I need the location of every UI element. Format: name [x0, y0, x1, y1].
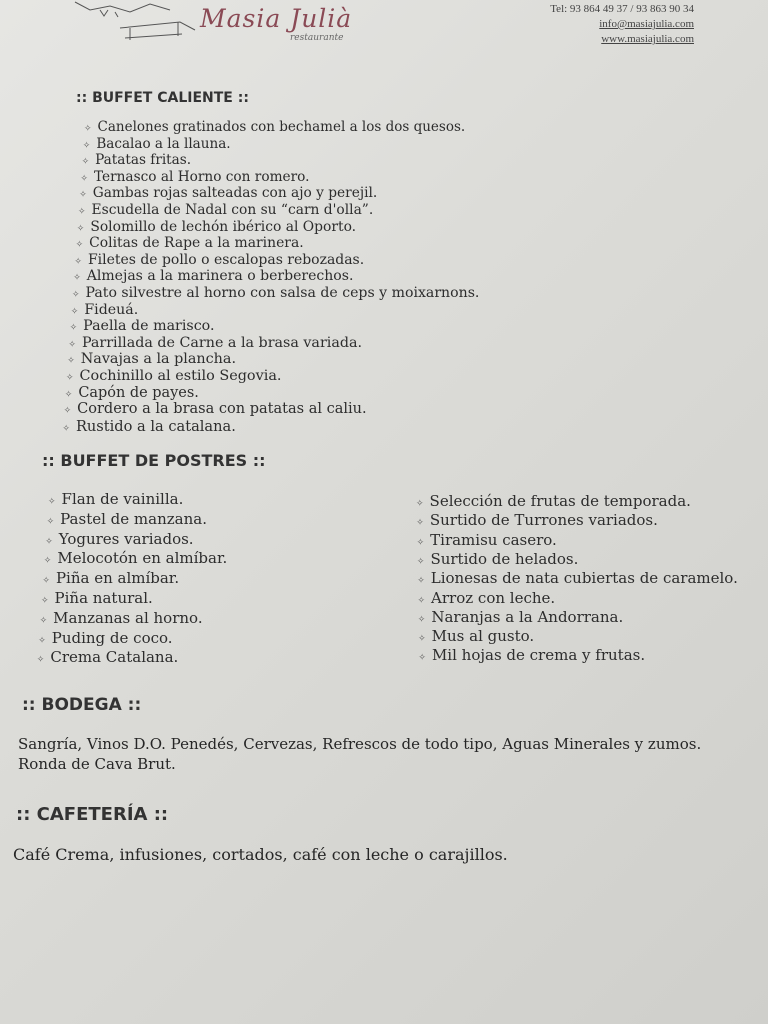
- bullet-icon: ✧: [75, 240, 84, 251]
- bullet-icon: ✧: [62, 423, 70, 434]
- section-title-cafeteria: :: CAFETERÍA ::: [16, 804, 169, 825]
- menu-item-label: Crema Catalana.: [50, 648, 179, 667]
- bullet-icon: ✧: [417, 576, 425, 587]
- menu-item-label: Cordero a la brasa con patatas al caliu.: [77, 401, 367, 418]
- menu-item: [37, 648, 179, 666]
- bullet-icon: ✧: [42, 576, 50, 587]
- menu-item-label: Naranjas a la Andorrana.: [431, 607, 624, 626]
- menu-item-label: Capón de payes.: [78, 384, 199, 401]
- menu-item: [418, 608, 623, 626]
- menu-item: [83, 136, 231, 152]
- menu-item: [79, 185, 377, 201]
- menu-item: [418, 646, 645, 664]
- menu-item: [38, 629, 172, 647]
- bullet-icon: ✧: [79, 190, 87, 201]
- bullet-icon: ✧: [46, 516, 55, 527]
- menu-item: [76, 235, 304, 251]
- bullet-icon: ✧: [416, 537, 425, 548]
- menu-item: [64, 401, 367, 417]
- bullet-icon: ✧: [76, 223, 85, 234]
- bullet-icon: ✧: [66, 373, 74, 383]
- section-title-buffet-caliente: :: BUFFET CALIENTE ::: [76, 90, 249, 106]
- menu-item-label: Almejas a la marinera o berberechos.: [86, 268, 354, 285]
- phone: Tel: 93 864 49 37 / 93 863 90 34: [550, 3, 694, 15]
- menu-item: [84, 119, 465, 135]
- bullet-icon: ✧: [38, 635, 46, 646]
- bodega-line: Ronda de Cava Brut.: [18, 755, 176, 773]
- bullet-icon: ✧: [74, 256, 82, 267]
- bullet-icon: ✧: [41, 596, 49, 606]
- menu-item: [70, 318, 215, 334]
- menu-item: [417, 550, 579, 568]
- menu-item-label: Canelones gratinados con bechamel a los dos quesos.: [97, 119, 466, 135]
- menu-item: [72, 285, 479, 301]
- menu-item: [77, 219, 356, 235]
- menu-item-label: Selección de frutas de temporada.: [429, 492, 691, 510]
- menu-item: [48, 490, 183, 508]
- menu-item: [74, 252, 364, 268]
- menu-item: [418, 589, 556, 607]
- menu-item-label: Patatas fritas.: [95, 152, 192, 169]
- menu-item: [41, 589, 153, 607]
- menu-item: [416, 511, 658, 529]
- bullet-icon: ✧: [72, 290, 80, 300]
- menu-item: [73, 268, 353, 284]
- bullet-icon: ✧: [69, 323, 78, 334]
- section-title-bodega: :: BODEGA ::: [22, 695, 142, 715]
- bullet-icon: ✧: [80, 173, 88, 184]
- menu-item-label: Tiramisu casero.: [430, 530, 557, 549]
- menu-item-label: Puding de coco.: [51, 628, 173, 647]
- menu-item-label: Parrillada de Carne a la brasa variada.: [81, 334, 362, 351]
- menu-item-label: Filetes de pollo o escalopas rebozadas.: [87, 251, 365, 268]
- bullet-icon: ✧: [417, 614, 426, 625]
- menu-item: [416, 492, 691, 510]
- bullet-icon: ✧: [45, 536, 53, 547]
- logo-name: Masia Julià: [200, 4, 353, 33]
- bodega-line: Sangría, Vinos D.O. Penedés, Cervezas, Refrescos de todo tipo, Aguas Minerales y zumos.: [18, 735, 702, 753]
- menu-item-label: Surtido de Turrones variados.: [429, 511, 658, 530]
- menu-item: [47, 510, 207, 528]
- menu-item-label: Lionesas de nata cubiertas de caramelo.: [430, 569, 738, 588]
- contact-info: [550, 2, 694, 47]
- menu-item-label: Navajas a la plancha.: [80, 351, 236, 368]
- bullet-icon: ✧: [417, 595, 426, 606]
- menu-item-label: Fideuá.: [84, 301, 139, 318]
- menu-item: [417, 531, 557, 549]
- menu-item-label: Paella de marisco.: [83, 318, 215, 335]
- menu-item-label: Bacalao a la llauna.: [96, 135, 231, 152]
- bullet-icon: ✧: [67, 356, 75, 367]
- bullet-icon: ✧: [82, 140, 91, 151]
- bullet-icon: ✧: [84, 124, 92, 134]
- menu-item: [66, 368, 282, 384]
- menu-item-label: Pastel de manzana.: [60, 509, 207, 528]
- menu-item: [44, 549, 227, 567]
- menu-item-label: Mil hojas de crema y frutas.: [431, 646, 646, 665]
- bullet-icon: ✧: [418, 653, 426, 664]
- bullet-icon: ✧: [418, 634, 426, 645]
- bullet-icon: ✧: [48, 497, 56, 507]
- restaurant-sketch-logo: [70, 0, 200, 44]
- bullet-icon: ✧: [70, 306, 79, 317]
- menu-item-label: Surtido de helados.: [430, 549, 579, 568]
- menu-item: [418, 627, 534, 645]
- bullet-icon: ✧: [416, 556, 425, 567]
- menu-item: [80, 169, 309, 185]
- menu-item-label: Colitas de Rape a la marinera.: [89, 235, 304, 252]
- menu-item: [67, 351, 236, 367]
- section-title-buffet-postres: :: BUFFET DE POSTRES ::: [42, 451, 266, 470]
- menu-item-label: Manzanas al horno.: [53, 608, 203, 627]
- website-link[interactable]: www.masiajulia.com: [601, 33, 694, 45]
- menu-item-label: Melocotón en almíbar.: [57, 549, 228, 568]
- menu-item-label: Gambas rojas salteadas con ajo y perejil.: [92, 185, 378, 202]
- menu-item: [82, 152, 191, 168]
- menu-item-label: Yogures variados.: [58, 529, 194, 548]
- bullet-icon: ✧: [63, 406, 72, 417]
- bullet-icon: ✧: [36, 655, 45, 666]
- menu-item-label: Piña en almíbar.: [55, 569, 180, 588]
- menu-item: [62, 418, 235, 435]
- menu-item-label: Mus al gusto.: [431, 627, 535, 646]
- menu-item: [71, 302, 138, 318]
- cafeteria-text: Café Crema, infusiones, cortados, café con leche o carajillos.: [13, 845, 508, 864]
- menu-item: [417, 569, 738, 587]
- menu-item-label: Escudella de Nadal con su “carn d'olla”.: [91, 202, 374, 218]
- menu-item-label: Piña natural.: [54, 589, 153, 607]
- bullet-icon: ✧: [73, 273, 81, 284]
- menu-item: [40, 609, 203, 627]
- bullet-icon: ✧: [39, 615, 48, 626]
- menu-item-label: Arroz con leche.: [431, 588, 556, 607]
- menu-item: [45, 530, 193, 548]
- bullet-icon: ✧: [416, 499, 424, 509]
- menu-item: [68, 335, 362, 351]
- menu-item-label: Solomillo de lechón ibérico al Oporto.: [90, 218, 357, 235]
- menu-item-label: Pato silvestre al horno con salsa de ceps y moixarnons.: [85, 285, 480, 301]
- menu-item: [65, 385, 199, 401]
- bullet-icon: ✧: [81, 157, 90, 168]
- bullet-icon: ✧: [43, 556, 52, 567]
- bodega-text: [18, 734, 701, 774]
- menu-item: [78, 202, 373, 218]
- email-link[interactable]: info@masiajulia.com: [599, 18, 694, 30]
- menu-item: [42, 569, 179, 587]
- menu-item-label: Flan de vainilla.: [61, 490, 184, 508]
- menu-item-label: Cochinillo al estilo Segovia.: [79, 368, 282, 384]
- menu-item-label: Ternasco al Horno con romero.: [93, 168, 310, 185]
- bullet-icon: ✧: [78, 207, 86, 217]
- bullet-icon: ✧: [68, 339, 76, 350]
- bullet-icon: ✧: [416, 518, 424, 529]
- menu-item-label: Rustido a la catalana.: [75, 417, 236, 435]
- bullet-icon: ✧: [64, 389, 73, 400]
- logo-subtitle: restaurante: [290, 33, 344, 43]
